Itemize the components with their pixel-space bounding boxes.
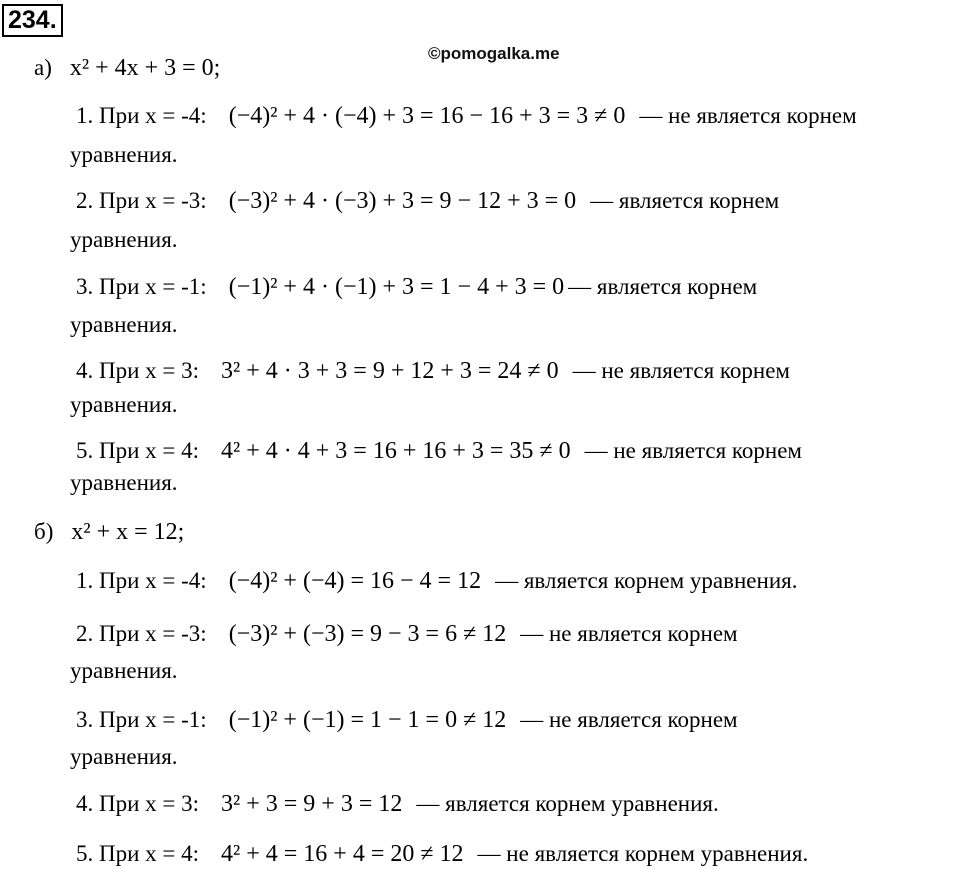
part-a-step-4-continuation: уравнения.	[70, 392, 178, 417]
part-b-step-5	[76, 840, 808, 868]
step-verdict: — не является корнем	[572, 358, 790, 383]
part-b-step-2-continuation: уравнения.	[70, 658, 178, 683]
part-b-equation: x² + x = 12;	[71, 519, 185, 545]
step-label: 3. При x = -1:	[76, 274, 207, 299]
part-b-step-3-continuation: уравнения.	[70, 744, 178, 769]
part-b-label: б)	[34, 519, 54, 544]
part-a-header	[34, 54, 220, 82]
step-expression: 3² + 4 · 3 + 3 = 9 + 12 + 3 = 24 ≠ 0	[221, 358, 559, 384]
part-b-step-3	[76, 706, 738, 734]
step-label: 5. При x = 4:	[76, 438, 200, 463]
step-label: 2. При x = -3:	[76, 621, 207, 646]
part-b-step-2	[76, 620, 738, 648]
step-verdict: — не является корнем	[520, 707, 738, 732]
task-number-box: 234.	[2, 4, 63, 37]
step-verdict: — не является корнем	[520, 621, 738, 646]
step-verdict: — не является корнем	[584, 438, 802, 463]
step-verdict: — является корнем уравнения.	[416, 791, 719, 816]
step-expression: (−1)² + (−1) = 1 − 1 = 0 ≠ 12	[228, 707, 507, 733]
step-expression: 4² + 4 = 16 + 4 = 20 ≠ 12	[221, 841, 464, 867]
part-a-label: а)	[34, 55, 52, 80]
step-label: 1. При x = -4:	[76, 103, 207, 128]
watermark: ©pomogalka.me	[428, 44, 560, 63]
part-a-step-1-continuation: уравнения.	[70, 142, 178, 167]
step-verdict: — является корнем	[568, 274, 758, 299]
part-a-step-1	[76, 102, 857, 130]
part-a-step-3	[76, 273, 757, 301]
step-expression: 4² + 4 · 4 + 3 = 16 + 16 + 3 = 35 ≠ 0	[221, 438, 571, 464]
step-label: 2. При x = -3:	[76, 188, 207, 213]
step-verdict: — не является корнем уравнения.	[477, 841, 809, 866]
step-verdict: — является корнем	[590, 188, 780, 213]
part-a-step-5	[76, 437, 802, 465]
step-expression: (−3)² + (−3) = 9 − 3 = 6 ≠ 12	[228, 621, 507, 647]
part-a-step-5-continuation: уравнения.	[70, 470, 178, 495]
step-expression: 3² + 3 = 9 + 3 = 12	[221, 791, 403, 817]
part-b-step-1	[76, 567, 797, 595]
step-verdict: — не является корнем	[639, 103, 857, 128]
step-label: 4. При x = 3:	[76, 791, 200, 816]
part-a-step-4	[76, 357, 790, 385]
step-label: 5. При x = 4:	[76, 841, 200, 866]
step-label: 1. При x = -4:	[76, 568, 207, 593]
part-a-step-2	[76, 187, 779, 215]
step-expression: (−3)² + 4 · (−3) + 3 = 9 − 12 + 3 = 0	[228, 188, 577, 214]
part-b-header	[34, 518, 184, 546]
step-verdict: — является корнем уравнения.	[495, 568, 798, 593]
step-expression: (−4)² + 4 · (−4) + 3 = 16 − 16 + 3 = 3 ≠ 0	[228, 103, 626, 129]
part-a-equation: x² + 4x + 3 = 0;	[69, 55, 221, 81]
step-expression: (−1)² + 4 · (−1) + 3 = 1 − 4 + 3 = 0	[228, 274, 565, 300]
step-label: 4. При x = 3:	[76, 358, 200, 383]
part-a-step-2-continuation: уравнения.	[70, 227, 178, 252]
step-label: 3. При x = -1:	[76, 707, 207, 732]
part-a-step-3-continuation: уравнения.	[70, 312, 178, 337]
part-b-step-4	[76, 790, 719, 818]
step-expression: (−4)² + (−4) = 16 − 4 = 12	[228, 568, 482, 594]
